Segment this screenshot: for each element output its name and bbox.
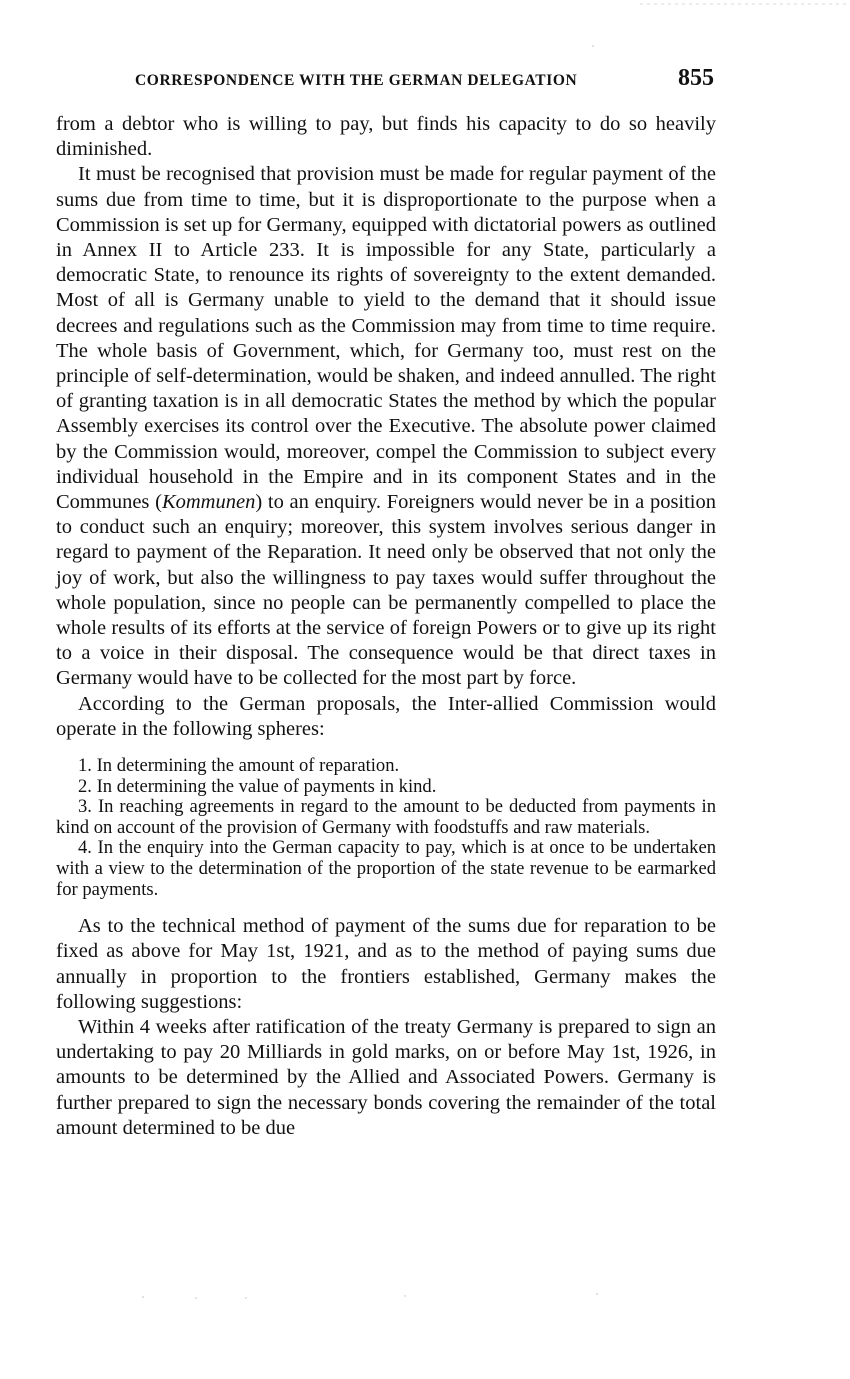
spheres-list	[56, 756, 716, 900]
running-title: CORRESPONDENCE WITH THE GERMAN DELEGATION	[135, 72, 578, 89]
paragraph-2-part-2: ) to an enquiry. Foreigners would never be in a position to conduct such an enquiry; moreover, this system involves serious danger in regard to payment of the Reparation. It need only be observed that not only the joy of work, but also the willingness to pay taxes would suffer throughout the whole population, since no people can be permanently compelled to place the whole results of its efforts at the service of foreign Powers or to give up its right to a voice in their disposal. The consequence would be that direct taxes in Germany would have to be collected for the most part by force.	[56, 491, 717, 690]
list-item: 4. In the enquiry into the German capacity to pay, which is at once to be undertaken with a view to the determination of the proportion of the state revenue to be earmarked for payments.	[56, 837, 716, 900]
paragraph-5: Within 4 weeks after ratification of the treaty Germany is prepared to sign an undertaking to pay 20 Milliards in gold marks, on or before May 1st, 1926, in amounts to be determined by the Allied and Associated Powers. Germany is further prepared to sign the necessary bonds covering the remainder of the total amount determined to be due	[56, 1016, 716, 1139]
page	[56, 62, 716, 1141]
paragraph-2-italic: Kommunen	[161, 491, 256, 514]
paragraph-2-part-1: It must be recognised that provision must be made for regular payment of the sums due from time to time, but it is disproportionate to the purpose when a Commission is set up for Germany, equipped with dictatorial powers as outlined in Annex II to Article 233. It is impossible for any State, particularly a democratic State, to renounce its rights of sovereignty to the extent demanded. Most of all is Germany unable to yield to the demand that it should issue decrees and regulations such as the Commission may from time to time require. The whole basis of Government, which, for Germany too, must rest on the principle of self-determination, would be shaken, and indeed annulled. The right of granting taxation is in all democratic States the method by which the popular Assembly exercises its control over the Executive. The absolute power claimed by the Commission would, moreover, compel the Commission to subject every individual household in the Empire and in its component States and in the Communes (	[56, 163, 716, 514]
body-text	[56, 112, 716, 1141]
list-item: 3. In reaching agreements in regard to the amount to be deducted from payments in kind on account of the provision of Germany with foodstuffs and raw materials.	[56, 796, 716, 838]
list-item: 2. In determining the value of payments in kind.	[78, 775, 437, 797]
paragraph-2	[56, 162, 716, 691]
running-head	[56, 62, 716, 98]
list-item: 1. In determining the amount of reparation.	[78, 755, 400, 777]
paragraph-3: According to the German proposals, the Inter-allied Commission would operate in the following spheres:	[56, 692, 716, 740]
page-number: 855	[678, 65, 714, 91]
paragraph-4: As to the technical method of payment of the sums due for reparation to be fixed as above for May 1st, 1921, and as to the method of paying sums due annually in proportion to the frontiers established, Germany makes the following suggestions:	[56, 915, 716, 1013]
paragraph-1: from a debtor who is willing to pay, but finds his capacity to do so heavily diminished.	[56, 113, 716, 161]
